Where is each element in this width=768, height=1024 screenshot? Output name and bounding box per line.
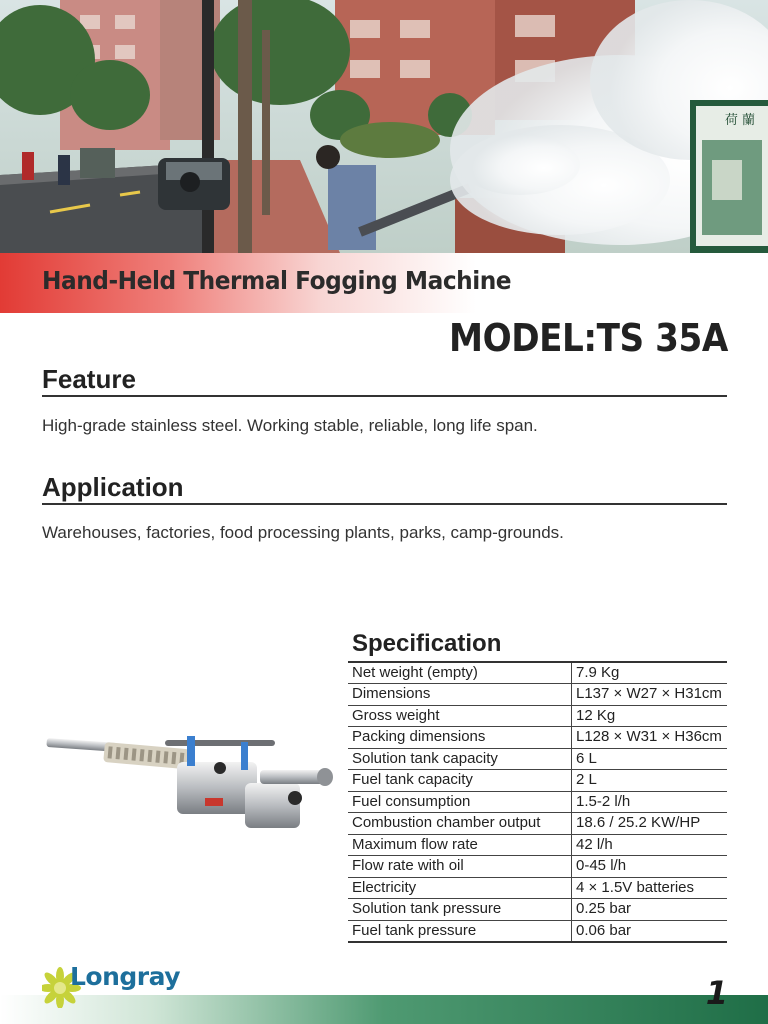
table-row — [348, 662, 727, 684]
table-row — [348, 791, 727, 813]
feature-text: High-grade stainless steel. Working stable, reliable, long life span. — [42, 416, 538, 435]
logo-text: Longray — [70, 962, 181, 991]
spec-value: 18.6 / 25.2 KW/HP — [572, 813, 728, 835]
spec-value: 0-45 l/h — [572, 856, 728, 878]
table-row — [348, 834, 727, 856]
spec-value: 1.5-2 l/h — [572, 791, 728, 813]
page-number: 1 — [705, 974, 728, 1012]
page-title: Hand-Held Thermal Fogging Machine — [42, 266, 512, 295]
spec-label: Fuel tank capacity — [348, 770, 572, 792]
spec-label: Maximum flow rate — [348, 834, 572, 856]
table-row — [348, 770, 727, 792]
spec-label: Flow rate with oil — [348, 856, 572, 878]
spec-value: L128 × W31 × H36cm — [572, 727, 728, 749]
specification-heading: Specification — [352, 630, 502, 657]
feature-heading: Feature — [42, 364, 727, 397]
table-row — [348, 813, 727, 835]
spec-label: Combustion chamber output — [348, 813, 572, 835]
spec-value: 42 l/h — [572, 834, 728, 856]
model-number: MODEL:TS 35A — [449, 316, 728, 360]
spec-value: L137 × W27 × H31cm — [572, 684, 728, 706]
spec-label: Fuel consumption — [348, 791, 572, 813]
table-row — [348, 877, 727, 899]
spec-label: Solution tank capacity — [348, 748, 572, 770]
spec-value: 6 L — [572, 748, 728, 770]
spec-label: Net weight (empty) — [348, 662, 572, 684]
spec-value: 4 × 1.5V batteries — [572, 877, 728, 899]
spec-value: 0.25 bar — [572, 899, 728, 921]
spec-value: 7.9 Kg — [572, 662, 728, 684]
spec-label: Gross weight — [348, 705, 572, 727]
spec-label: Electricity — [348, 877, 572, 899]
table-row — [348, 920, 727, 942]
spec-value: 12 Kg — [572, 705, 728, 727]
hero-photo — [0, 0, 768, 253]
table-row — [348, 899, 727, 921]
application-text: Warehouses, factories, food processing plants, parks, camp-grounds. — [42, 523, 564, 542]
spec-label: Solution tank pressure — [348, 899, 572, 921]
spec-label: Dimensions — [348, 684, 572, 706]
sign-text: 荷 蘭 — [724, 113, 756, 128]
spec-value: 0.06 bar — [572, 920, 728, 942]
table-row — [348, 748, 727, 770]
table-row — [348, 684, 727, 706]
table-row — [348, 705, 727, 727]
spec-label: Packing dimensions — [348, 727, 572, 749]
table-row — [348, 727, 727, 749]
table-row — [348, 856, 727, 878]
spec-label: Fuel tank pressure — [348, 920, 572, 942]
spec-value: 2 L — [572, 770, 728, 792]
fogging-machine-image — [45, 728, 340, 838]
specification-table — [348, 661, 727, 943]
application-heading: Application — [42, 472, 727, 505]
